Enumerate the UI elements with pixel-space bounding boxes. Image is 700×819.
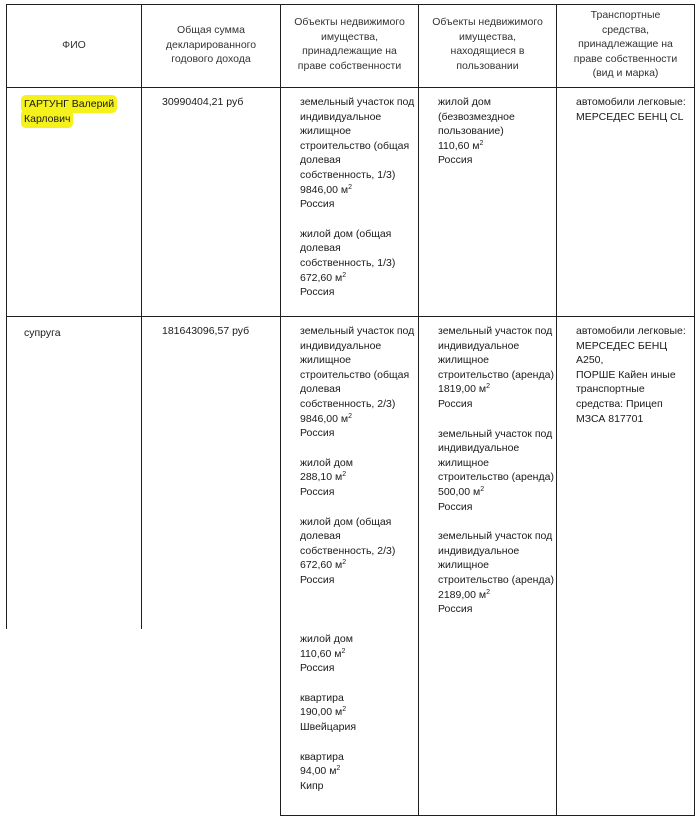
text-line: имущества,: [458, 30, 517, 43]
property-country: Россия: [300, 573, 335, 586]
property-description: долевая: [300, 242, 341, 255]
property-item: [300, 95, 418, 212]
row1-name: [24, 97, 139, 126]
property-description: земельный участок под: [438, 530, 553, 543]
property-country: Россия: [300, 662, 335, 675]
property-item: [300, 691, 418, 735]
property-description: квартира: [300, 691, 344, 704]
property-area-value: 500,00 м: [438, 485, 481, 498]
text-line: (вид и марка): [592, 67, 659, 79]
property-area: [300, 647, 418, 662]
row2-name: [24, 326, 139, 341]
property-area: [438, 382, 556, 397]
row1-used: [438, 95, 556, 183]
property-description: строительство (аренда): [438, 471, 554, 484]
header-income: [142, 23, 280, 67]
row2-owned-continued: [300, 632, 418, 808]
row1-name-line: ГАРТУНГ Валерий: [24, 98, 115, 110]
text-line: принадлежащие на: [578, 38, 673, 50]
grid-line: [6, 316, 695, 317]
property-area-value: 9846,00 м: [300, 412, 349, 425]
property-area: [438, 485, 556, 500]
property-area: [300, 412, 418, 427]
row1-income: [162, 95, 280, 110]
property-area-value: 94,00 м: [300, 765, 337, 778]
property-country: Россия: [438, 500, 473, 513]
property-item: [438, 427, 556, 515]
property-area-value: 1819,00 м: [438, 383, 487, 396]
property-description: долевая: [300, 154, 341, 167]
text-line: транспортные: [576, 383, 645, 396]
property-description: земельный участок под: [300, 96, 415, 108]
text-line: праве собственности: [297, 59, 402, 72]
text-line: автомобили легковые:: [576, 325, 686, 337]
property-area: [300, 764, 418, 779]
text-line: Общая сумма: [177, 24, 245, 36]
property-description: жилищное: [300, 125, 351, 138]
property-area: [438, 588, 556, 603]
property-area: [300, 271, 418, 286]
row1-owned: [300, 95, 418, 315]
square-unit-exponent: 2: [479, 139, 484, 147]
property-description: индивидуальное: [300, 339, 382, 352]
square-unit-exponent: 2: [342, 559, 347, 567]
property-area: [300, 705, 418, 720]
property-description: индивидуальное: [300, 110, 382, 123]
property-area-value: 288,10 м: [300, 471, 343, 484]
property-description: жилищное: [438, 456, 489, 469]
property-description: квартира: [300, 750, 344, 763]
grid-line: [280, 815, 695, 816]
row1-transport: [576, 95, 694, 124]
property-item: [300, 456, 418, 500]
property-description: строительство (аренда): [438, 573, 554, 586]
grid-line: [6, 87, 695, 88]
property-description: жилой дом (общая: [300, 515, 392, 528]
text-line: Объекты недвижимого: [294, 16, 405, 28]
text-line: пользовании: [456, 59, 519, 72]
property-area: [300, 470, 418, 485]
text-line: Транспортные: [590, 9, 661, 21]
row1-income-value: 30990404,21 руб: [162, 96, 244, 108]
square-unit-exponent: 2: [348, 183, 352, 191]
row2-transport: [576, 324, 694, 426]
property-description: собственность, 2/3): [300, 397, 396, 410]
property-country: Россия: [438, 154, 473, 167]
property-area-value: 2189,00 м: [438, 588, 487, 601]
property-description: долевая: [300, 383, 341, 396]
property-description: жилой дом: [300, 633, 353, 645]
text-line: Объекты недвижимого: [432, 16, 543, 28]
property-item: [300, 227, 418, 300]
square-unit-exponent: 2: [480, 485, 485, 493]
square-unit-exponent: 2: [486, 588, 490, 596]
property-description: собственность, 1/3): [300, 256, 396, 269]
row2-income-value: 181643096,57 руб: [162, 325, 250, 337]
grid-line: [556, 4, 557, 816]
property-item: [438, 529, 556, 617]
property-country: Россия: [300, 286, 335, 299]
property-item: [300, 632, 418, 676]
property-country: Кипр: [300, 779, 324, 792]
property-description: земельный участок под: [438, 325, 553, 337]
property-country: Швейцария: [300, 720, 357, 733]
grid-line: [418, 4, 419, 816]
square-unit-exponent: 2: [341, 647, 346, 655]
property-description: жилищное: [438, 559, 489, 572]
text-line: МЕРСЕДЕС БЕНЦ А250,: [576, 339, 668, 367]
row2-name-value: супруга: [24, 327, 61, 339]
property-area: [300, 558, 418, 573]
property-description: индивидуальное: [438, 442, 520, 455]
property-description: долевая: [300, 530, 341, 543]
text-line: МЕРСЕДЕС БЕНЦ CL: [576, 110, 684, 123]
header-owned: [281, 15, 418, 73]
property-area-value: 9846,00 м: [300, 183, 349, 196]
property-description: индивидуальное: [438, 544, 520, 557]
square-unit-exponent: 2: [342, 471, 347, 479]
property-country: Россия: [300, 485, 335, 498]
property-item: [300, 324, 418, 441]
grid-line: [694, 4, 695, 816]
property-item: [438, 95, 556, 168]
property-item: [300, 515, 418, 588]
header-fio-label: ФИО: [62, 39, 86, 51]
property-area: [438, 139, 556, 154]
grid-line: [6, 4, 695, 5]
text-line: МЗСА 817701: [576, 412, 644, 425]
text-line: автомобили легковые:: [576, 96, 686, 108]
property-area-value: 110,60 м: [438, 139, 480, 152]
square-unit-exponent: 2: [342, 706, 347, 714]
square-unit-exponent: 2: [486, 383, 490, 391]
property-description: земельный участок под: [438, 427, 553, 440]
property-description: жилищное: [300, 354, 351, 367]
property-description: земельный участок под: [300, 325, 415, 337]
grid-line: [280, 4, 281, 816]
property-area: [300, 183, 418, 198]
row2-income: [162, 324, 280, 339]
text-line: годового дохода: [171, 53, 251, 65]
property-country: Россия: [438, 397, 473, 410]
property-description: жилой дом: [438, 96, 491, 108]
property-item: [300, 750, 418, 794]
property-description: пользование): [438, 125, 504, 138]
row2-owned: [300, 324, 418, 603]
text-line: ПОРШЕ Кайен иные: [576, 368, 676, 381]
text-line: принадлежащие на: [302, 45, 397, 57]
row2-used: [438, 324, 556, 632]
property-description: собственность, 1/3): [300, 168, 396, 181]
property-description: строительство (общая: [300, 139, 410, 152]
property-area-value: 672,60 м: [300, 271, 343, 284]
property-country: Россия: [438, 603, 473, 616]
header-fio: [7, 38, 141, 53]
header-used: [419, 15, 556, 73]
property-area-value: 190,00 м: [300, 706, 343, 719]
property-description: строительство (аренда): [438, 368, 554, 381]
property-description: (безвозмездное: [438, 110, 515, 123]
property-area-value: 672,60 м: [300, 559, 343, 572]
square-unit-exponent: 2: [336, 765, 341, 773]
text-line: средства,: [601, 23, 650, 36]
header-transport: [557, 8, 694, 81]
property-description: строительство (общая: [300, 368, 410, 381]
property-item: [438, 324, 556, 412]
property-description: индивидуальное: [438, 339, 520, 352]
square-unit-exponent: 2: [342, 271, 347, 279]
text-line: находящиеся в: [450, 45, 525, 57]
property-country: Россия: [300, 198, 335, 211]
text-line: декларированного: [165, 38, 257, 51]
property-description: собственность, 2/3): [300, 544, 396, 557]
property-description: жилищное: [438, 354, 489, 367]
square-unit-exponent: 2: [348, 412, 352, 420]
text-line: средства: Прицеп: [576, 397, 663, 410]
property-area-value: 110,60 м: [300, 647, 342, 660]
property-country: Россия: [300, 427, 335, 440]
text-line: имущества,: [320, 30, 379, 43]
text-line: праве собственности: [573, 52, 678, 65]
row1-name-line: Карлович: [24, 112, 71, 125]
property-description: жилой дом: [300, 456, 353, 469]
property-description: жилой дом (общая: [300, 227, 392, 240]
